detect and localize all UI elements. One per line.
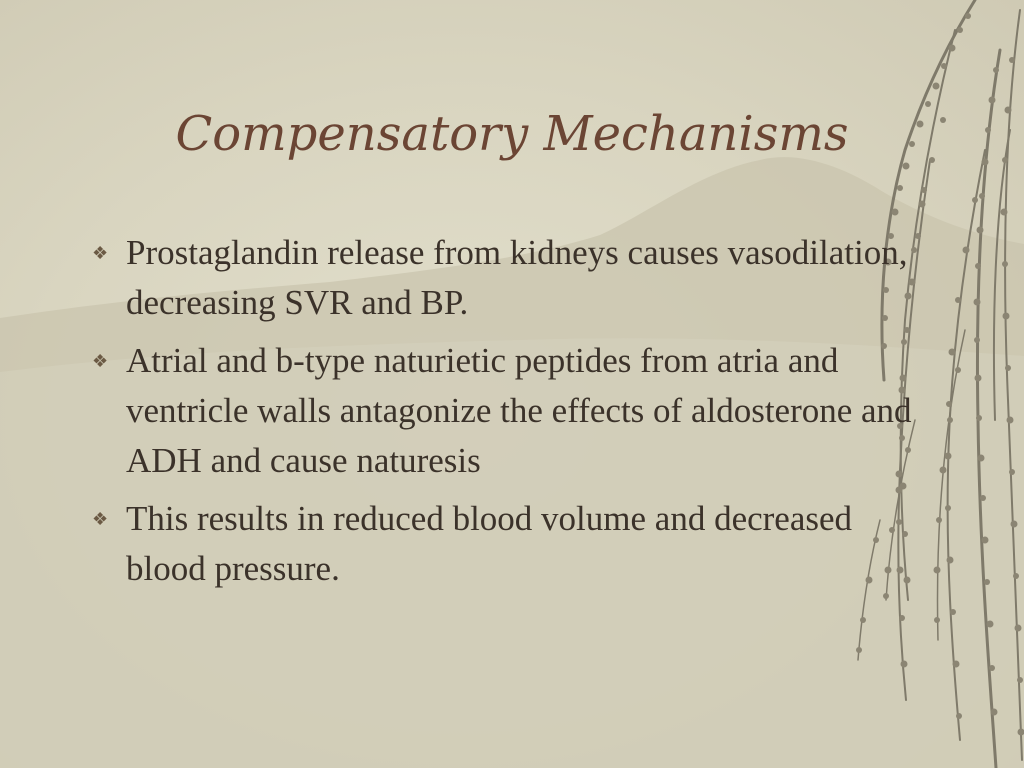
diamond-bullet-icon: ❖ (92, 509, 109, 529)
diamond-bullet-icon: ❖ (92, 243, 109, 263)
slide-title: Compensatory Mechanisms (175, 106, 849, 162)
bullet-list (92, 228, 912, 602)
bullet-text: This results in reduced blood volume and decreased blood pressure. (126, 499, 853, 588)
bullet-text: Atrial and b-type naturietic peptides from atria and ventricle walls antagonize the effects of aldosterone and ADH and cause naturesis (126, 341, 912, 480)
bullet-item (92, 228, 912, 328)
bullet-item (92, 494, 912, 594)
bullet-text: Prostaglandin release from kidneys causes vasodilation, decreasing SVR and BP. (126, 233, 908, 322)
bullet-item (92, 336, 912, 486)
diamond-bullet-icon: ❖ (92, 351, 109, 371)
